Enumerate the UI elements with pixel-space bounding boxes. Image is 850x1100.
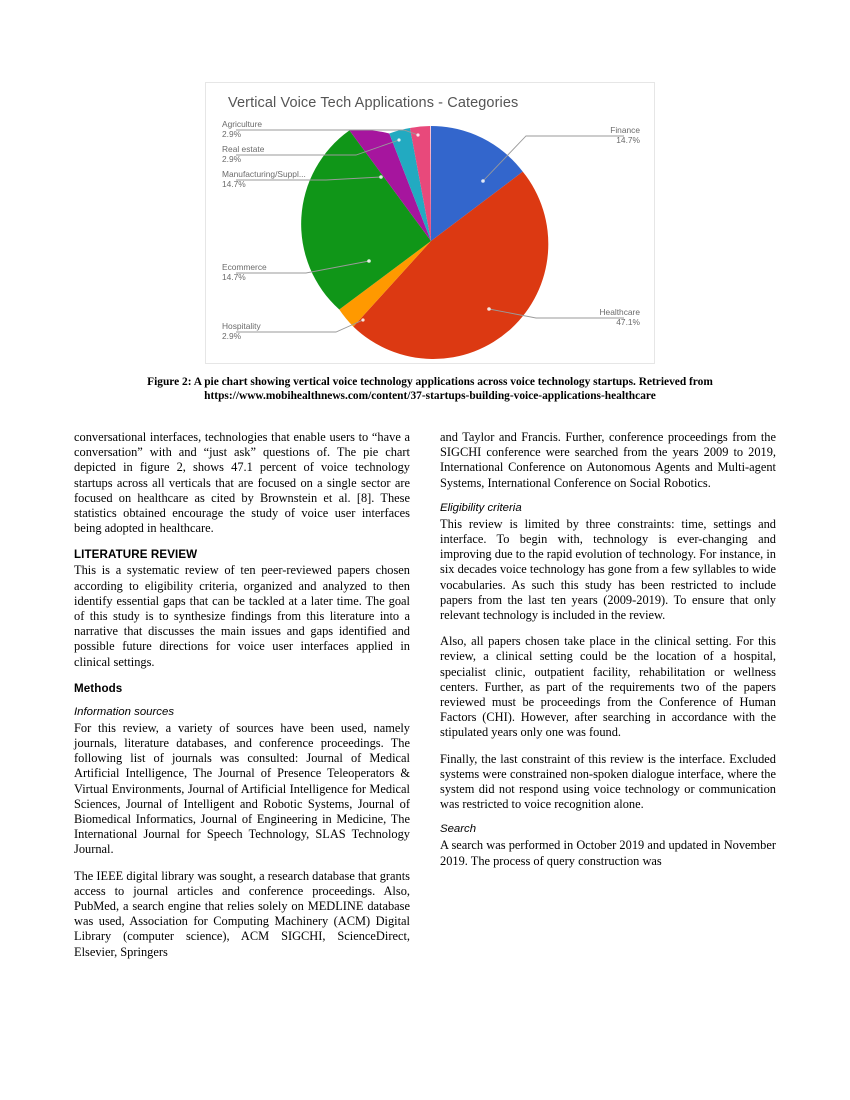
- heading-methods: Methods: [74, 681, 123, 695]
- paragraph: A search was performed in October 2019 and updated in November 2019. The process of query construction was: [440, 838, 776, 868]
- chart-title: Vertical Voice Tech Applications - Categories: [228, 95, 519, 111]
- subheading-information-sources: Information sources: [74, 705, 175, 718]
- paragraph: conversational interfaces, technologies that enable users to “have a conversation” with and “just ask” questions of. The pie chart depicted in figure 2, shows 47.1 percent of voice technology startups across all verticals that are focused on a single sector are focused on healthcare as cited by Brownstein et al. [8]. These statistics obtained encourage the study of voice user interfaces being adopted in healthcare.: [74, 430, 410, 536]
- pie-label-real-estate-value: 2.9%: [222, 154, 242, 165]
- pie-label-hospitality-value: 2.9%: [222, 331, 242, 342]
- pie-label-ecommerce-value: 14.7%: [222, 272, 246, 283]
- pie-label-manufacturing-value: 14.7%: [222, 179, 246, 190]
- pie-label-real-estate: [222, 144, 264, 165]
- pie-label-hospitality-name: Hospitality: [222, 321, 261, 331]
- figure-caption: Figure 2: A pie chart showing vertical voice technology applications across voice technology startups. Retrieved from https://www.mobihealthnews.com/content/37-startups-building-voice-applications-healthcare: [147, 376, 713, 403]
- paragraph: Finally, the last constraint of this review is the interface. Excluded systems were constrained non-spoken dialogue interface, where the system did not respond using voice technology or communication was restricted to voice recognition alone.: [440, 751, 776, 812]
- pie-label-healthcare-value: 47.1%: [616, 317, 640, 328]
- paragraph: and Taylor and Francis. Further, conference proceedings from the SIGCHI conference were searched from the years 2009 to 2019, International Conference on Autonomous Agents and Multi-agent Systems, International Conference on Social Robotics.: [440, 430, 776, 490]
- paragraph: For this review, a variety of sources have been used, namely journals, literature databases, and conference proceedings. The following list of journals was consulted: Journal of Medical Artificial Intelligence, The Journal of Presence Teleoperators & Virtual Environments, Journal of Artificial Intelligence for Medical Sciences, Journal of Intelligent and Robotic Systems, Journal of Biomedical Informatics, Journal of Engineering in Medicine, The International Journal for Speech Technology, SLAS Technology Journal.: [74, 720, 410, 857]
- pie-label-agriculture: [222, 119, 262, 140]
- paragraph: This is a systematic review of ten peer-reviewed papers chosen according to eligibility criteria, organized and analyzed to then identify essential gaps that can be tackled at a later time. The goal of this study is to synthesize findings from this literature into a narrative that discusses the main issues and gaps identified and possible future directions for voice user interfaces applied in clinical settings.: [74, 563, 410, 669]
- figure-2-chart: [205, 82, 655, 364]
- pie-label-agriculture-value: 2.9%: [222, 129, 242, 140]
- pie-label-healthcare-name: Healthcare: [599, 307, 640, 317]
- pie-label-healthcare: [599, 307, 640, 328]
- pie-label-agriculture-name: Agriculture: [222, 119, 263, 129]
- body-column-right: [440, 430, 776, 869]
- pie-label-ecommerce: [222, 262, 267, 283]
- pie-label-real-estate-name: Real estate: [222, 144, 265, 154]
- body-column-left: [74, 430, 410, 960]
- pie-label-finance-value: 14.7%: [616, 135, 640, 146]
- pie-label-ecommerce-name: Ecommerce: [222, 262, 267, 272]
- pie-label-finance-name: Finance: [610, 125, 640, 135]
- paragraph: This review is limited by three constraints: time, settings and interface. To begin with, technology is ever-changing and improving due to the rapid evolution of technology. For instance, in six decades voice technology has gone from a few syllables to wide vocabularies. As such this study has been restricted to include papers from the last ten years (2009-2019). To ensure that only relevant technology is included in the review.: [440, 516, 776, 623]
- pie-label-manufacturing: [222, 169, 306, 190]
- heading-literature-review: LITERATURE REVIEW: [74, 548, 198, 562]
- subheading-eligibility-criteria: Eligibility criteria: [440, 501, 522, 514]
- paragraph: The IEEE digital library was sought, a research database that grants access to journal articles and conference proceedings. Also, PubMed, a search engine that relies solely on MEDLINE database was used, Association for Computing Machinery (ACM) Digital Library (computer science), ACM SIGCHI, ScienceDirect, Elsevier, Springers: [74, 868, 410, 959]
- pie-label-finance: [610, 125, 640, 146]
- paragraph: Also, all papers chosen take place in the clinical setting. For this review, a clinical setting could be the location of a hospital, specialist clinic, outpatient facility, rehabilitation or wellness centers. Further, as part of the requirements two of the papers reviewed must be proceedings from the Conference of Human Factors (CHI). However, after searching in accordance with the stipulated years only one was found.: [440, 634, 776, 740]
- subheading-search: Search: [440, 823, 477, 836]
- pie-label-hospitality: [222, 321, 261, 342]
- pie-label-manufacturing-name: Manufacturing/Suppl...: [222, 169, 306, 179]
- pie-chart-svg: [206, 83, 654, 363]
